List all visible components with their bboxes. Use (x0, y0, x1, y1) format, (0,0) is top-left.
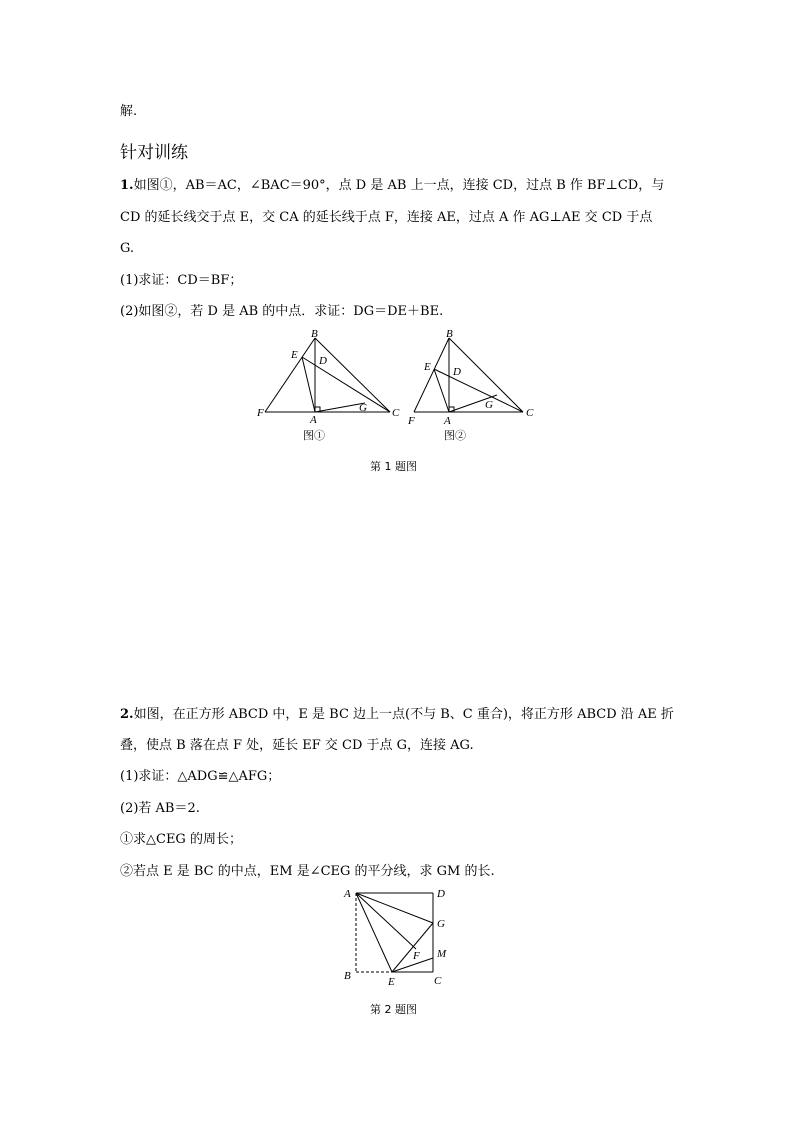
label-g: G (485, 399, 493, 411)
label-g: G (437, 918, 445, 930)
q1-number: 1. (120, 178, 134, 193)
q2-figure (340, 885, 455, 993)
label-b: B (446, 328, 453, 340)
segment-ec (434, 369, 523, 412)
label-m: M (437, 948, 447, 960)
segment-af (356, 893, 416, 949)
segment-ea (302, 357, 315, 412)
q2-part2: (2)若 AB＝2. (120, 801, 200, 816)
segment-ag (315, 403, 365, 412)
q1-part1: (1)求证：CD＝BF； (120, 273, 243, 288)
q2-sub2: ②若点 E 是 BC 的中点，EM 是∠CEG 的平分线，求 GM 的长. (120, 864, 495, 879)
label-d: D (453, 366, 461, 378)
label-c: C (526, 407, 534, 419)
label-b: B (311, 328, 318, 340)
q1-line1 (120, 177, 664, 195)
q2-number: 2. (120, 707, 134, 722)
label-a: A (344, 888, 351, 900)
label-e: E (424, 361, 431, 373)
segment-fb (265, 338, 315, 412)
label-e: E (291, 349, 298, 361)
segment-bc (315, 338, 390, 412)
label-f: F (257, 407, 264, 419)
label-c: C (434, 975, 442, 987)
q1-line2: CD 的延长线交于点 E，交 CA 的延长线于点 F，连接 AE，过点 A 作 AG⊥AE 交 CD 于点 (120, 210, 653, 225)
label-a: A (444, 415, 451, 427)
label-c: C (392, 407, 400, 419)
label-a: A (310, 414, 317, 426)
label-b: B (344, 970, 351, 982)
label-f: F (413, 950, 420, 962)
q1-figure-1 (255, 325, 405, 447)
label-e: E (388, 976, 395, 988)
q2-figure-caption: 第 2 题图 (370, 1003, 417, 1016)
q1-line3: G. (120, 241, 135, 256)
label-g: G (359, 402, 367, 414)
section-title: 针对训练 (120, 143, 188, 163)
q1-part2: (2)如图②，若 D 是 AB 的中点．求证：DG＝DE＋BE. (120, 304, 444, 319)
solution-tail: 解. (120, 104, 138, 119)
q1-figure-2 (402, 325, 552, 447)
label-f: F (408, 415, 415, 427)
q1-figure-caption: 第 1 题图 (370, 460, 417, 473)
q2-line2: 叠，使点 B 落在点 F 处，延长 EF 交 CD 于点 G，连接 AG. (120, 738, 474, 753)
q2-sub1: ①求△CEG 的周长； (120, 832, 242, 847)
label-d: D (437, 888, 445, 900)
q2-part1: (1)求证：△ADG≌△AFG； (120, 769, 281, 784)
q1-line1-text: 如图①，AB＝AC，∠BAC＝90°，点 D 是 AB 上一点，连接 CD，过点 B 作 BF⊥CD，与 (133, 178, 665, 193)
label-d: D (319, 355, 327, 367)
segment-fb (414, 338, 449, 412)
caption-fig1: 图① (303, 430, 325, 442)
q2-line1-text: 如图，在正方形 ABCD 中，E 是 BC 边上一点(不与 B、C 重合)，将正方形 ABCD 沿 AE 折 (133, 707, 674, 722)
caption-fig2: 图② (444, 430, 466, 442)
q2-line1 (120, 706, 674, 724)
